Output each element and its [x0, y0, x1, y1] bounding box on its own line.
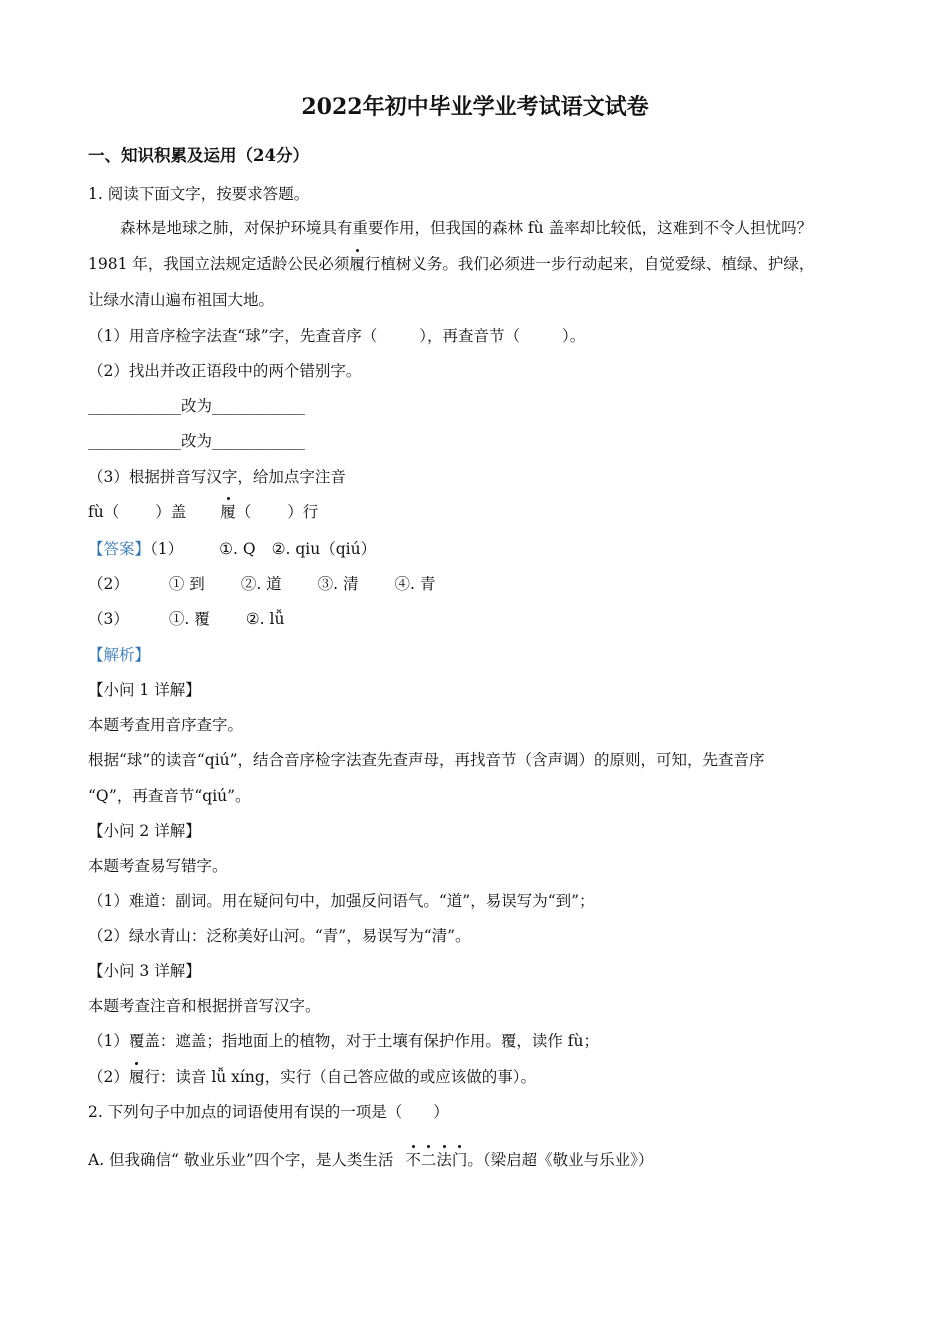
sub-answer-3-title: 【小问 3 详解】 — [88, 962, 201, 980]
correction-blank: ____________ — [212, 432, 306, 450]
answer-num: （3） — [88, 610, 129, 628]
passage-line-2-after: 行植树义务。我们必须进一步行动起来，自觉爱绿、植绿、护绿， — [364, 255, 815, 273]
passage-line-1: 森林是地球之肺，对保护环境具有重要作用，但我国的森林 fù 盖率却比较低，这难到不令人担忧吗？ — [120, 219, 813, 237]
sub-question-3: （3）根据拼音写汉字，给加点字注音 — [88, 468, 346, 486]
analysis-text: （1）覆盖：遮盖；指地面上的植物，对于土壤有保护作用。覆，读作 fù； — [88, 1032, 600, 1050]
answer-num: （2） — [88, 575, 129, 593]
sub-question-2: （2）找出并改正语段中的两个错别字。 — [88, 362, 362, 380]
sub-question-1-part1: （1）用音序检字法查“球”字，先查音序（ — [88, 327, 378, 345]
lv-tail: ）行 — [287, 503, 319, 521]
answer-row-3 — [88, 609, 284, 629]
passage-line-2-before: 1981 年，我国立法规定适龄公民必须 — [88, 255, 350, 273]
lv-open: （ — [235, 503, 252, 521]
sub-question-1 — [88, 326, 585, 346]
passage-line-2 — [88, 254, 814, 274]
answer-row-2 — [88, 574, 435, 594]
question-2-option-a — [88, 1150, 653, 1170]
analysis-text — [88, 1067, 536, 1087]
page-title: 2022年初中毕业学业考试语文试卷 — [301, 94, 649, 120]
analysis-text: （2）绿水青山：泛称美好山河。“青”，易误写为“清”。 — [88, 927, 471, 945]
sub-question-3-items — [88, 502, 318, 522]
answer-item: ③. 清 — [317, 575, 359, 593]
dotted-char: 不 — [405, 1151, 421, 1169]
passage-line-3: 让绿水清山遍布祖国大地。 — [88, 291, 275, 309]
fu-tail: ）盖 — [155, 503, 187, 521]
dotted-char: 法 — [436, 1151, 452, 1169]
dotted-char: 二 — [420, 1151, 437, 1169]
correction-blank: ____________ — [88, 432, 181, 450]
answer-num: （1） — [150, 540, 184, 558]
analysis-text: 本题考查用音序查字。 — [88, 716, 244, 734]
answer-item: ④. 青 — [394, 575, 436, 593]
analysis-text: “Q”，再查音节“qiú”。 — [88, 787, 251, 805]
answer-row-1 — [88, 539, 376, 559]
sub-answer-2-title: 【小问 2 详解】 — [88, 822, 201, 840]
section-heading: 一、知识积累及运用（24分） — [88, 146, 309, 165]
answer-item: ①. 覆 — [168, 610, 210, 628]
analysis-num: （2） — [88, 1068, 129, 1086]
question-1-stem: 1. 阅读下面文字，按要求答题。 — [88, 185, 310, 203]
dotted-char-lv: 履 — [128, 1068, 145, 1086]
analysis-text: 本题考查注音和根据拼音写汉字。 — [88, 997, 321, 1015]
correction-blank: ____________ — [212, 397, 306, 415]
correction-label: 改为 — [181, 397, 213, 415]
sub-question-1-part2: ），再查音节（ — [419, 327, 520, 345]
analysis-label: 【解析】 — [88, 646, 151, 664]
answer-item: ②. lǚ — [245, 610, 285, 628]
analysis-text: 根据“球”的读音“qiú”，结合音序检字法查先查声母，再找音节（含声调）的原则，可知，先查音序 — [88, 751, 765, 769]
answer-label: 【答案】 — [88, 540, 151, 558]
question-2-stem: 2. 下列句子中加点的词语使用有误的一项是（ ） — [88, 1103, 449, 1121]
correction-line-2 — [88, 431, 305, 451]
fu-pinyin: fù（ — [88, 503, 120, 521]
sub-question-1-part3: ）。 — [561, 327, 586, 345]
dotted-char: 门 — [451, 1151, 468, 1169]
option-a-after: 。（梁启超《敬业与乐业》） — [467, 1151, 654, 1169]
option-a-before: A. 但我确信“ 敬业乐业”四个字，是人类生活 — [88, 1151, 394, 1169]
answer-item: ① 到 — [168, 575, 205, 593]
correction-line-1 — [88, 396, 305, 416]
answer-item: ②. 道 — [240, 575, 282, 593]
dotted-char-lv: 履 — [220, 503, 236, 521]
analysis-text: （1）难道：副词。用在疑问句中，加强反问语气。“道”，易误写为“到”； — [88, 892, 595, 910]
answer-item: ①. Q — [219, 540, 256, 558]
correction-blank: ____________ — [88, 397, 181, 415]
answer-item: ②. qiu（qiú） — [271, 540, 377, 558]
dotted-char-lv: 履 — [349, 255, 365, 273]
analysis-rest: 行：读音 lǚ xíng，实行（自己答应做的或应该做的事）。 — [144, 1068, 537, 1086]
sub-answer-1-title: 【小问 1 详解】 — [88, 681, 201, 699]
analysis-text: 本题考查易写错字。 — [88, 857, 228, 875]
correction-label: 改为 — [181, 432, 213, 450]
